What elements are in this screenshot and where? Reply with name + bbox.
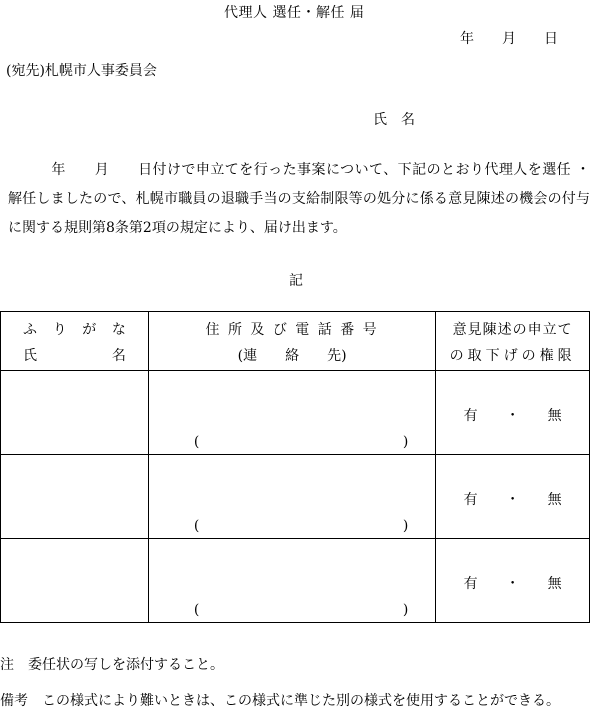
date-line xyxy=(460,28,558,48)
signer-name-label: 氏 名 xyxy=(373,112,415,128)
table-row-1-address[interactable]: ( ) xyxy=(148,371,435,455)
table-row-3-address[interactable]: ( ) xyxy=(148,539,435,623)
header-authority: 意見陳述の申立て の取下げの権限 xyxy=(436,312,590,371)
table-row-1-name[interactable] xyxy=(1,371,149,455)
table-row-2-authority[interactable]: 有 ・ 無 xyxy=(436,455,590,539)
header-address: 住 所 及 び 電 話 番 号 (連 絡 先) xyxy=(148,312,435,371)
table-row-3-name[interactable] xyxy=(1,539,149,623)
addressee: (宛先)札幌市人事委員会 xyxy=(6,63,157,79)
form-title: 代理人 選任・解任 届 xyxy=(224,5,365,21)
agent-table xyxy=(0,311,590,623)
table-row-1-authority[interactable]: 有 ・ 無 xyxy=(436,371,590,455)
date-year: 年 xyxy=(460,31,474,47)
table-row-2-address[interactable]: ( ) xyxy=(148,455,435,539)
date-month: 月 xyxy=(502,31,516,47)
remark-text: 備考 この様式により難いときは、この様式に準じた別の様式を使用することができる。 xyxy=(0,693,560,709)
table-row-3-authority[interactable]: 有 ・ 無 xyxy=(436,539,590,623)
header-name: ふ り が な 氏 名 xyxy=(1,312,149,371)
date-day: 日 xyxy=(544,31,558,47)
ki-heading: 記 xyxy=(289,273,303,289)
note-text: 注 委任状の写しを添付すること。 xyxy=(0,657,224,673)
body-text: 年 月 日付けで申立てを行った事案について、下記のとおり代理人を選任 ・ 解任しましたので、札幌市職員の退職手当の支給制限等の処分に係る意見陳述の機会の付与に関する規則第8条第2項の規定により、届け出ます。 xyxy=(8,162,590,236)
table-row-2-name[interactable] xyxy=(1,455,149,539)
